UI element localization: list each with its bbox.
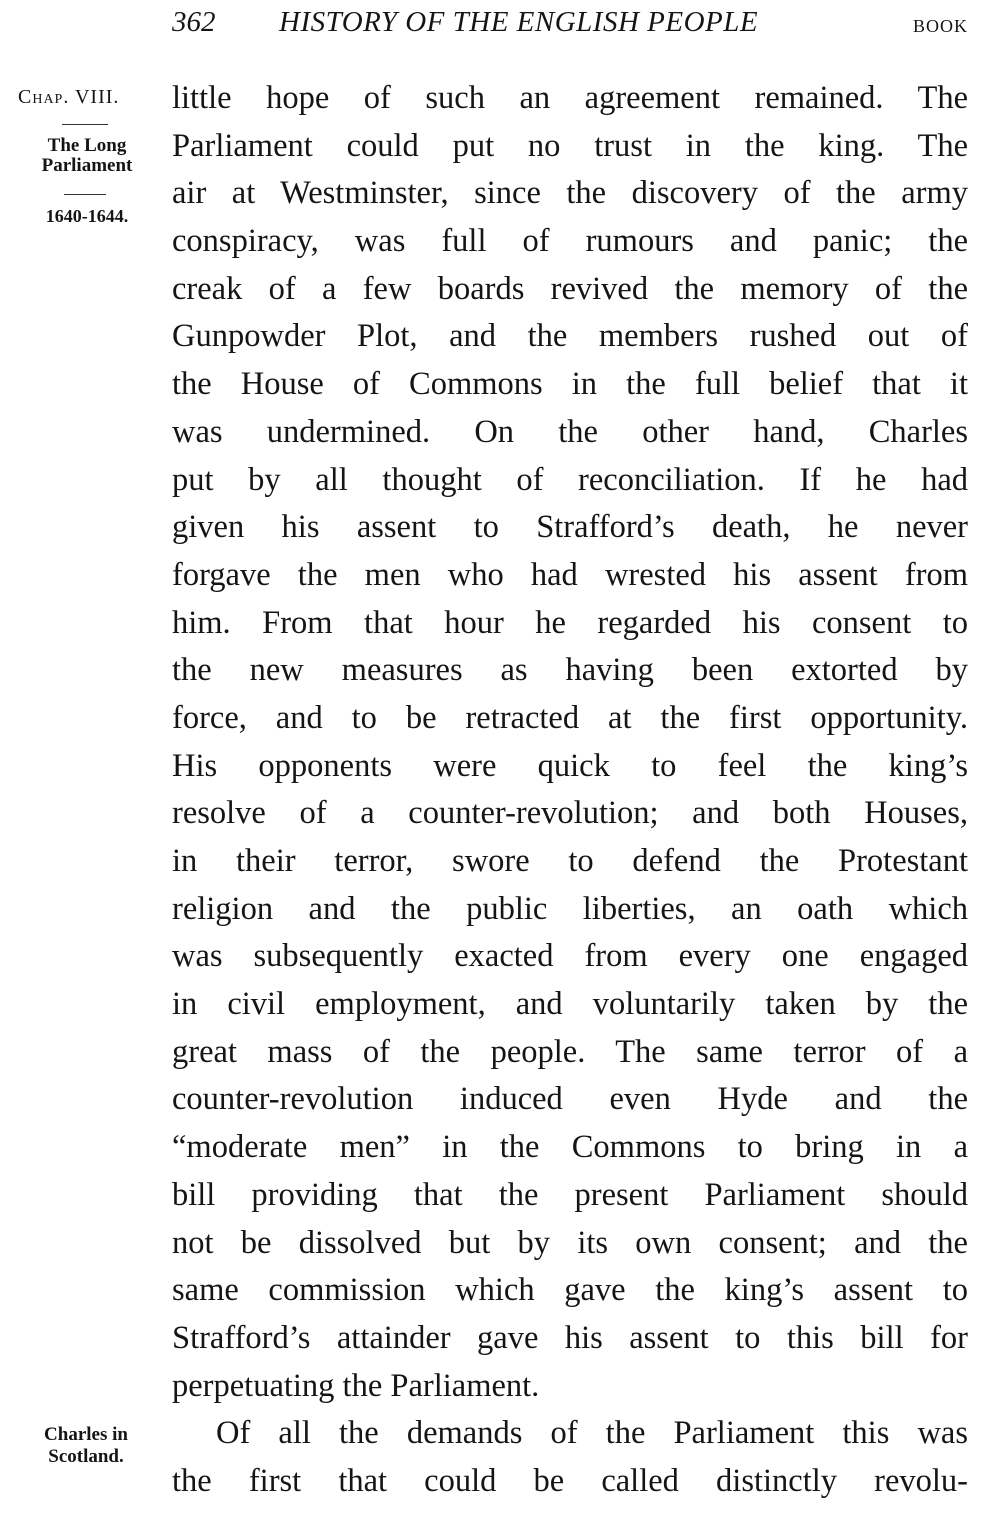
text-line: conspiracy, was full of rumours and panic; the [172, 223, 968, 260]
text-line: the House of Commons in the full belief that it [172, 366, 968, 403]
text-line: bill providing that the present Parliament should [172, 1176, 968, 1213]
text-line: Gunpowder Plot, and the members rushed out of [172, 318, 968, 355]
sidenote-charles-in-scotland [16, 1424, 156, 1468]
running-title: HISTORY OF THE ENGLISH PEOPLE [279, 6, 759, 38]
sidenote-date-rule [64, 194, 106, 195]
sidenote-charles-line2: Scotland. [48, 1446, 124, 1467]
text-line: was subsequently exacted from every one engaged [172, 938, 968, 975]
text-line: religion and the public liberties, an oath which [172, 890, 968, 927]
body-text [172, 75, 968, 1506]
paragraph-1 [172, 75, 968, 1410]
chapter-label: Chap. VIII. [18, 86, 120, 108]
text-line: given his assent to Strafford’s death, he never [172, 509, 968, 546]
sidenote-top-rule [62, 124, 108, 125]
text-line: counter-revolution induced even Hyde and the [172, 1081, 968, 1118]
text-line: forgave the men who had wrested his assent from [172, 556, 968, 593]
text-line: force, and to be retracted at the first opportunity. [172, 699, 968, 736]
text-line: put by all thought of reconciliation. If he had [172, 461, 968, 498]
text-line: Strafford’s attainder gave his assent to this bill for [172, 1319, 968, 1356]
sidenote-long-parliament [14, 136, 160, 176]
text-line: air at Westminster, since the discovery of the army [172, 175, 968, 212]
text-line: His opponents were quick to feel the king’s [172, 747, 968, 784]
text-line: the first that could be called distinctly revolu- [172, 1462, 968, 1499]
text-line: in their terror, swore to defend the Protestant [172, 843, 968, 879]
sidenote-charles-line1: Charles in [44, 1424, 128, 1445]
text-line: creak of a few boards revived the memory of the [172, 270, 968, 307]
text-line: same commission which gave the king’s assent to [172, 1272, 968, 1309]
text-line: the new measures as having been extorted by [172, 652, 968, 689]
text-line: was undermined. On the other hand, Charles [172, 413, 968, 450]
sidenote-long-line1: The Long [47, 135, 127, 156]
text-line: in civil employment, and voluntarily taken by the [172, 986, 968, 1023]
text-line: Parliament could put no trust in the king. The [172, 127, 968, 164]
text-line: not be dissolved but by its own consent; and the [172, 1224, 968, 1261]
book-label: BOOK [912, 16, 968, 36]
text-line: great mass of the people. The same terror of a [172, 1033, 968, 1070]
page-header [172, 6, 972, 42]
date-range: 1640-1644. [45, 206, 129, 226]
text-line: perpetuating the Parliament. [172, 1367, 540, 1404]
text-line: little hope of such an agreement remained. The [172, 80, 968, 116]
text-line: “moderate men” in the Commons to bring in a [172, 1129, 968, 1166]
text-line: resolve of a counter-revolution; and both Houses, [172, 795, 968, 832]
text-line: Of all the demands of the Parliament this was [216, 1415, 968, 1452]
page-number: 362 [172, 6, 216, 38]
text-line: him. From that hour he regarded his consent to [172, 604, 968, 641]
paragraph-2 [172, 1410, 968, 1505]
sidenote-long-line2: Parliament [41, 155, 133, 176]
